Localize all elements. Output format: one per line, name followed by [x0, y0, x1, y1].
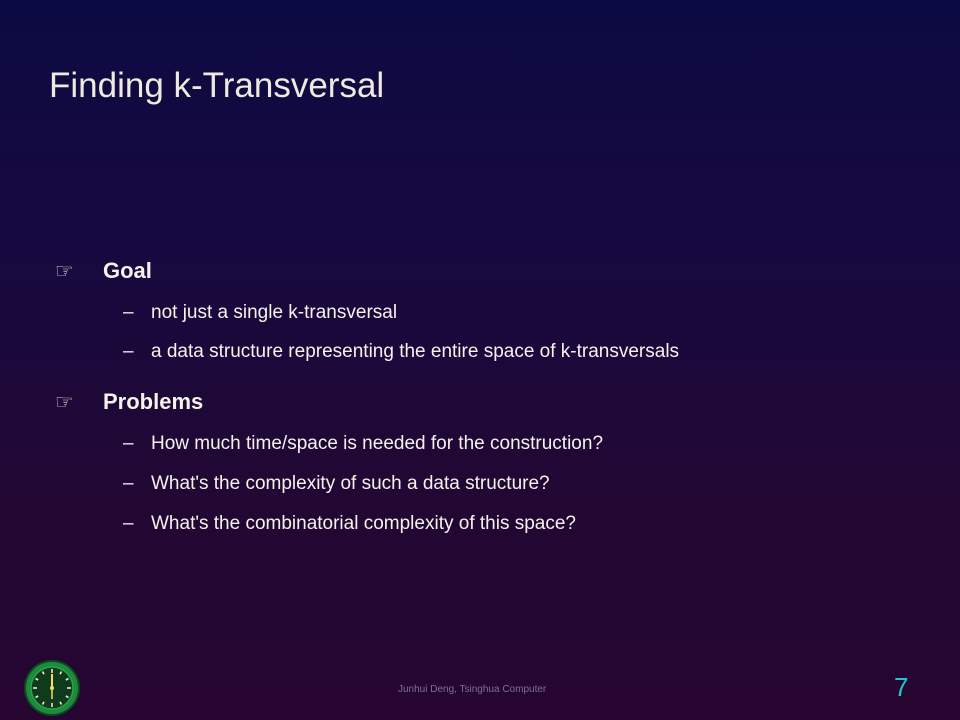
- sub-item-text: What's the complexity of such a data structure?: [151, 473, 550, 494]
- page-number: 7: [894, 672, 909, 702]
- dash-marker: –: [123, 513, 134, 534]
- sub-item: [123, 433, 603, 455]
- footer-text: Junhui Deng, Tsinghua Computer: [398, 684, 547, 695]
- pointing-hand-icon: ☞: [55, 260, 74, 283]
- sub-item: [123, 302, 397, 324]
- bullet-problems: [55, 389, 203, 415]
- bullet-heading: Problems: [103, 389, 204, 414]
- dash-marker: –: [123, 341, 134, 362]
- bullet-goal: [55, 258, 152, 284]
- sub-item-text: not just a single k-transversal: [151, 302, 398, 323]
- slide-title: Finding k-Transversal: [49, 66, 385, 105]
- sub-item: [123, 341, 679, 363]
- sub-item: [123, 473, 550, 495]
- dash-marker: –: [123, 473, 134, 494]
- dash-marker: –: [123, 433, 134, 454]
- bullet-heading: Goal: [103, 258, 152, 283]
- sub-item-text: How much time/space is needed for the construction?: [151, 433, 604, 454]
- pointing-hand-icon: ☞: [55, 391, 74, 414]
- sub-item-text: What's the combinatorial complexity of this space?: [151, 513, 576, 534]
- sub-item: [123, 513, 576, 535]
- dash-marker: –: [123, 302, 134, 323]
- clock-icon: [23, 659, 81, 717]
- sub-item-text: a data structure representing the entire space of k-transversals: [151, 341, 680, 362]
